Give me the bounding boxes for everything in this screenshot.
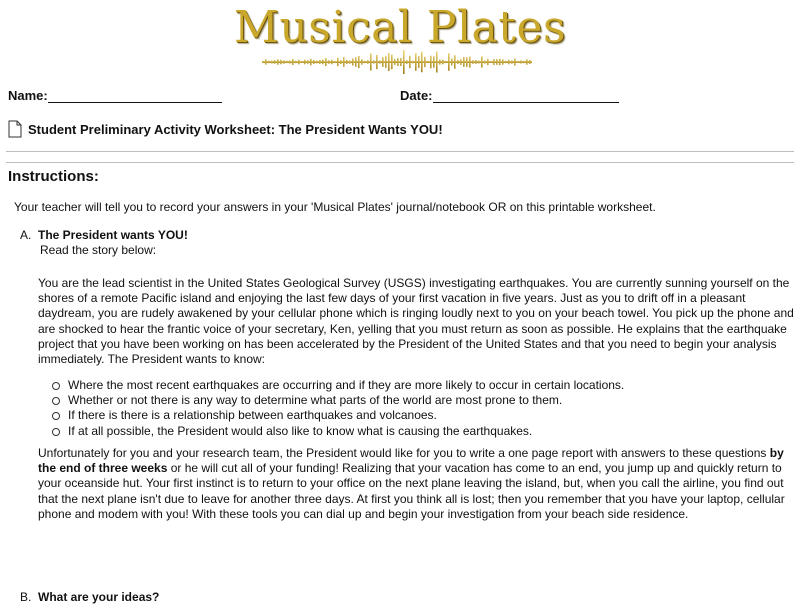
worksheet-title: [8, 120, 443, 138]
date-line: [433, 89, 619, 103]
story-paragraph-1: You are the lead scientist in the United States Geological Survey (USGS) investigating earthquakes. You are currently sunning yourself on the shores of a remote Pacific island and enjoying the last few days of your first vacation in five years. Just as you to drift off in a pleasant daydream, you are rudely awakened by your cellular phone which is ringing loudly next to you on your beach towel. You pick up the phone and are shocked to hear the frantic voice of your secretary, Ken, yelling that you must return as soon as possible. He explains that the earthquake project that you have been working on has been accelerated by the President of the United States and that you need to begin your analysis immediately. The President wants to know:: [38, 276, 794, 367]
list-item: If there is there is a relationship between earthquakes and volcanoes.: [52, 408, 624, 423]
logo: [0, 0, 800, 78]
worksheet-title-text: Student Preliminary Activity Worksheet: The President Wants YOU!: [28, 121, 443, 137]
divider: [6, 162, 794, 163]
date-field[interactable]: [400, 88, 619, 103]
date-label: Date:: [400, 88, 433, 103]
logo-title: Musical Plates: [233, 2, 567, 53]
section-b-letter: B.: [20, 590, 32, 604]
paragraph-2-deadline: by the end of three weeks: [38, 446, 784, 476]
list-item: If at all possible, the President would also like to know what is causing the earthquakes.: [52, 424, 624, 439]
section-b-heading: [20, 590, 159, 604]
president-questions-list: [52, 378, 624, 439]
divider: [6, 151, 794, 152]
instructions-intro: Your teacher will tell you to record your answers in your 'Musical Plates' journal/notebook OR on this printable worksheet.: [14, 200, 656, 214]
section-a-heading: [20, 228, 188, 242]
name-date-row: [8, 88, 788, 108]
section-a-subtitle: Read the story below:: [40, 243, 157, 257]
story-paragraph-2: [38, 446, 798, 522]
paragraph-2-end: or he will cut all of your funding! Realizing that your vacation has come to an end, you jump up and quickly return to your oceanside hut. Your first instinct is to return to your office on the next plane leaving the island, but, when you call the airline, you find out that the next plane isn't due to leave for another three days. At first you think all is lost; then you remember that you have your laptop, cellular phone and modem with you! With these tools you can dial up and begin your investigation from your beach side residence.: [38, 461, 785, 521]
sound-wave-icon: [262, 50, 532, 74]
paragraph-2-start: Unfortunately for you and your research team, the President would like for you to write a one page report with answers to these questions: [38, 446, 770, 460]
section-b-title: What are your ideas?: [38, 590, 160, 604]
instructions-heading: Instructions:: [8, 168, 99, 185]
name-label: Name:: [8, 88, 48, 103]
list-item: Where the most recent earthquakes are occurring and if they are more likely to occur in certain locations.: [52, 378, 624, 393]
name-field[interactable]: [8, 88, 222, 103]
section-a-title: The President wants YOU!: [38, 228, 188, 242]
section-a-letter: A.: [20, 228, 32, 242]
name-line: [48, 89, 222, 103]
list-item: Whether or not there is any way to determine what parts of the world are most prone to them.: [52, 393, 624, 408]
document-icon: [8, 120, 22, 138]
